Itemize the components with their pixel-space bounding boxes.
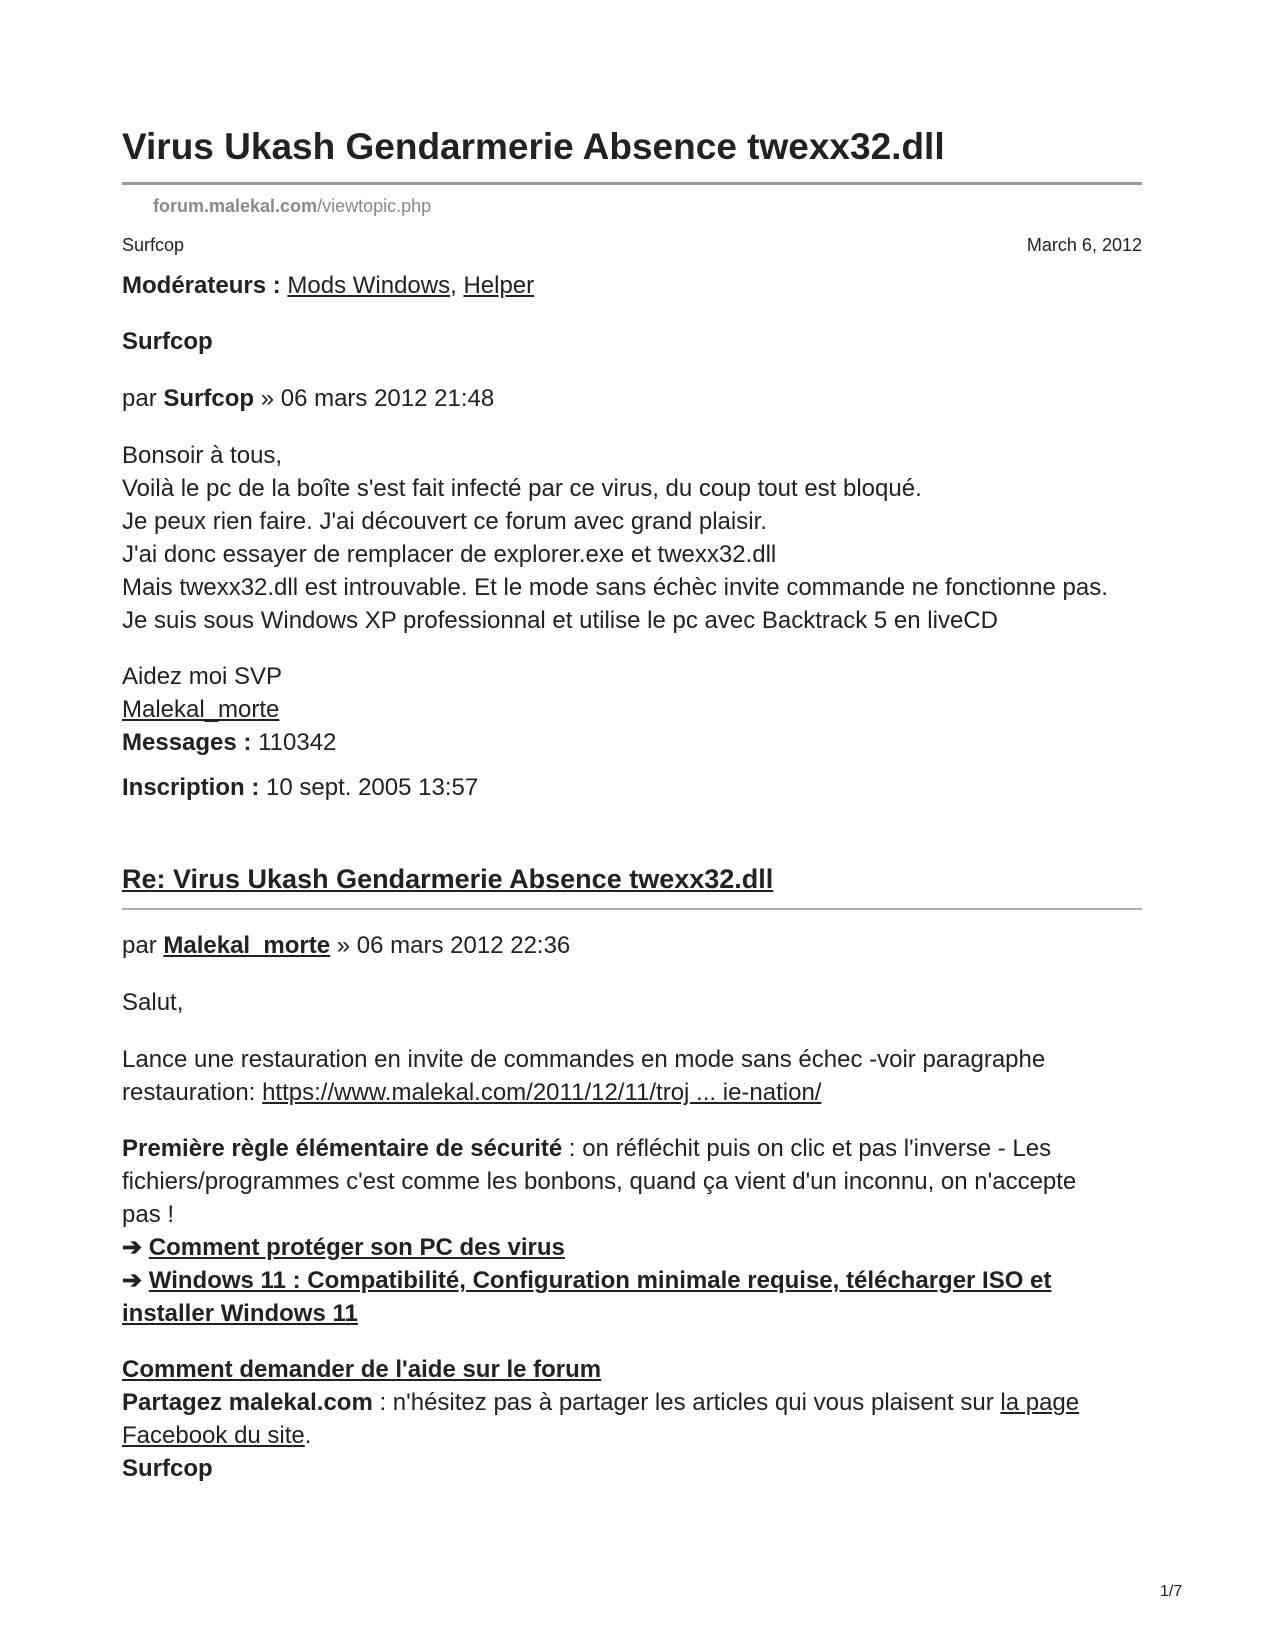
link-line-windows11-cont [122, 1297, 358, 1331]
profile-name-line [122, 693, 279, 727]
post2-title-link[interactable]: Re: Virus Ukash Gendarmerie Absence twexx32.dll [122, 864, 774, 894]
security-rule-label: Première règle élémentaire de sécurité [122, 1135, 563, 1162]
post1-byline [122, 382, 494, 416]
post1-body-line: J'ai donc essayer de remplacer de explorer.exe et twexx32.dll [122, 541, 777, 568]
security-rule-line3: pas ! [122, 1201, 175, 1228]
post2-greeting: Salut, [122, 989, 184, 1016]
restauration-link[interactable]: https://www.malekal.com/2011/12/11/troj ... ie-nation/ [262, 1079, 822, 1106]
help-link-line [122, 1353, 601, 1387]
profile-name-link[interactable]: Malekal_morte [122, 696, 280, 723]
share-line1 [122, 1386, 1079, 1420]
post2-by-user-link[interactable]: Malekal_morte [163, 932, 331, 959]
profile-messages [122, 726, 336, 760]
link-line-protect [122, 1231, 565, 1265]
moderator-link-helper[interactable]: Helper [463, 272, 535, 299]
footer-username: Surfcop [122, 1455, 213, 1482]
title-divider [122, 182, 1142, 185]
post1-by-user: Surfcop [163, 385, 255, 412]
moderators-line [122, 269, 534, 303]
post1-username: Surfcop [122, 328, 213, 355]
post2-divider [122, 908, 1142, 910]
post2-by-suffix: » 06 mars 2012 22:36 [336, 932, 571, 959]
windows11-link-cont[interactable]: installer Windows 11 [122, 1300, 358, 1327]
post2-by-prefix: par [122, 932, 157, 959]
moderators-separator: , [450, 272, 457, 299]
profile-messages-value: 110342 [258, 729, 337, 756]
page-number: 1/7 [1160, 1583, 1183, 1600]
post2-body-line: Lance une restauration en invite de commandes en mode sans échec -voir paragraphe [122, 1046, 1046, 1073]
profile-inscription [122, 771, 478, 805]
arrow-right-icon: ➔ [122, 1234, 143, 1261]
source-url [153, 196, 431, 217]
post2-byline [122, 929, 570, 963]
post1-by-prefix: par [122, 385, 157, 412]
post2-body-prefix: restauration: [122, 1079, 256, 1106]
facebook-page-link-cont[interactable]: Facebook du site [122, 1422, 305, 1449]
protect-pc-link[interactable]: Comment protéger son PC des virus [148, 1234, 565, 1261]
facebook-page-link[interactable]: la page [1000, 1389, 1080, 1416]
security-rule-line2: fichiers/programmes c'est comme les bonbons, quand ça vient d'un inconnu, on n'accepte [122, 1168, 1077, 1195]
post1-closing: Aidez moi SVP [122, 663, 283, 690]
windows11-link[interactable]: Windows 11 : Compatibilité, Configuration minimale requise, télécharger ISO et [148, 1267, 1052, 1294]
meta-date: March 6, 2012 [1026, 235, 1142, 255]
moderator-link-mods-windows[interactable]: Mods Windows [287, 272, 451, 299]
share-text: : n'hésitez pas à partager les articles qui vous plaisent sur [379, 1389, 994, 1416]
share-line2 [122, 1419, 311, 1453]
link-line-windows11 [122, 1264, 1051, 1298]
post1-body-line: Bonsoir à tous, [122, 442, 283, 469]
post1-body-line: Je peux rien faire. J'ai découvert ce forum avec grand plaisir. [122, 508, 767, 535]
post2-body-line2 [122, 1076, 821, 1110]
meta-author: Surfcop [122, 235, 185, 255]
share-end: . [304, 1422, 312, 1449]
source-path: /viewtopic.php [317, 196, 432, 216]
post1-body-line: Voilà le pc de la boîte s'est fait infecté par ce virus, du coup tout est bloqué. [122, 475, 922, 502]
share-label: Partagez malekal.com [122, 1389, 373, 1416]
page-title: Virus Ukash Gendarmerie Absence twexx32.dll [122, 126, 945, 167]
moderators-label: Modérateurs : [122, 272, 281, 299]
profile-inscription-value: 10 sept. 2005 13:57 [266, 774, 479, 801]
post1-body-line: Mais twexx32.dll est introuvable. Et le mode sans échèc invite commande ne fonctionne pas. [122, 574, 1108, 601]
security-rule-text: : on réfléchit puis on clic et pas l'inverse - Les [568, 1135, 1052, 1162]
help-forum-link[interactable]: Comment demander de l'aide sur le forum [122, 1356, 602, 1383]
security-rule-line1 [122, 1132, 1051, 1166]
profile-messages-label: Messages : [122, 729, 252, 756]
arrow-right-icon: ➔ [122, 1267, 143, 1294]
source-domain: forum.malekal.com [153, 196, 318, 216]
profile-inscription-label: Inscription : [122, 774, 260, 801]
post1-by-suffix: » 06 mars 2012 21:48 [260, 385, 495, 412]
post1-body-line: Je suis sous Windows XP professionnal et utilise le pc avec Backtrack 5 en liveCD [122, 607, 998, 634]
